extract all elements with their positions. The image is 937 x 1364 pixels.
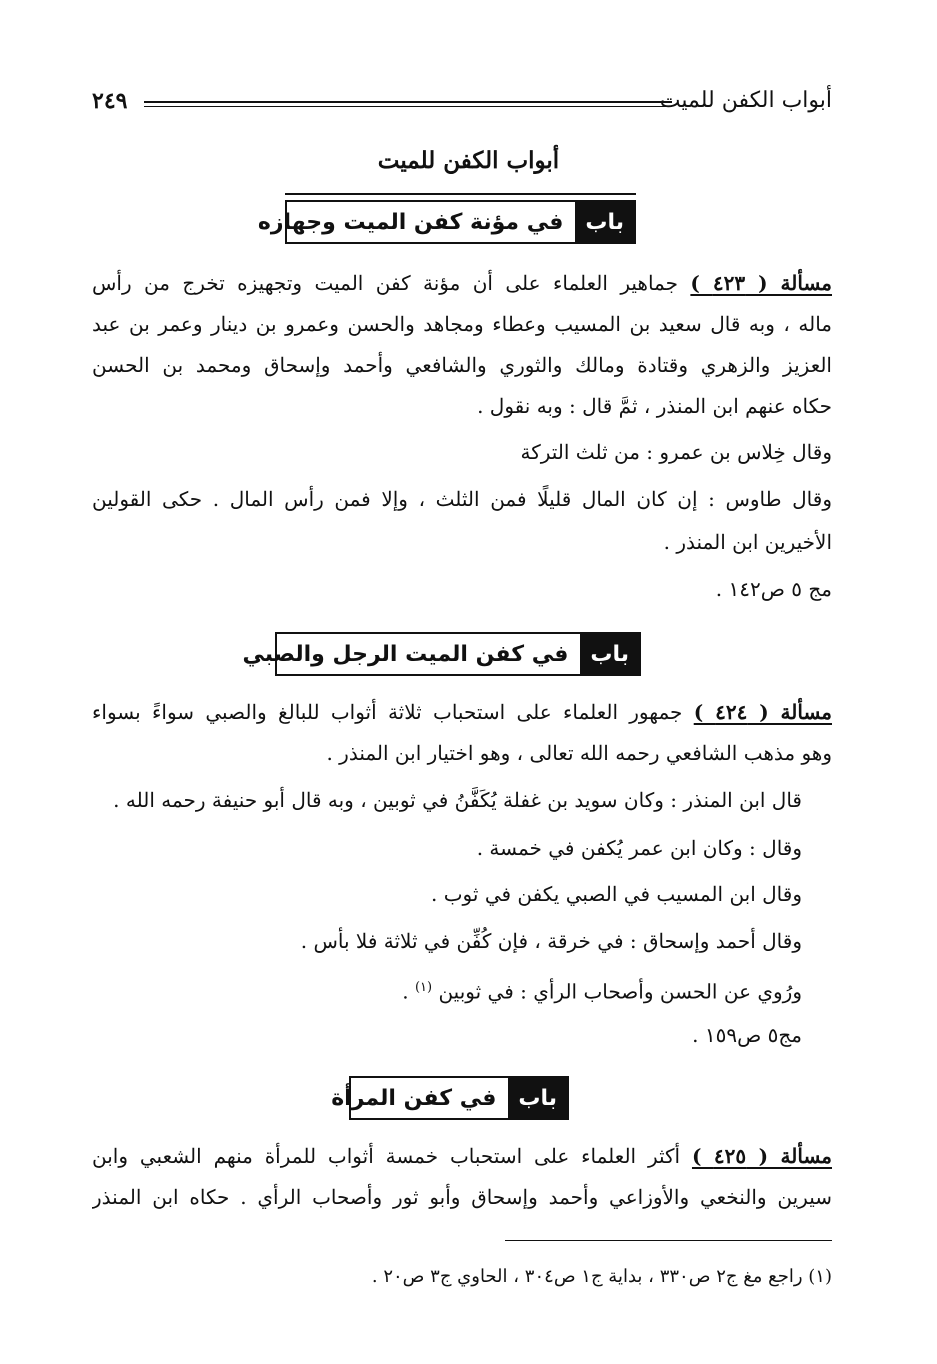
paragraph-line: قال ابن المنذر : وكان سويد بن غفلة يُكَفَّنُ في ثوبين ، وبه قال أبو حنيفة رحمه الله . — [113, 788, 802, 812]
paragraph-line — [92, 697, 832, 727]
paragraph-line — [92, 1141, 832, 1171]
title-rule — [285, 193, 636, 195]
paragraph-line: وقال ابن المسيب في الصبي يكفن في ثوب . — [431, 882, 802, 906]
line-text: ورُوي عن الحسن وأصحاب الرأي : في ثوبين — [438, 979, 802, 1004]
running-header — [92, 86, 832, 120]
paragraph-line: ورُوي عن الحسن وأصحاب الرأي : في ثوبين $^{(١)}$ . — [402, 979, 802, 1004]
running-title: أبواب الكفن للميت — [659, 88, 832, 113]
footnote-marker[interactable]: (١) — [414, 980, 433, 995]
footnote-rule — [505, 1240, 832, 1241]
paragraph-line: ماله ، وبه قال سعيد بن المسيب وعطاء ومجاهد والحسن وعمرو بن دينار وعمر بن عبد — [92, 312, 832, 336]
masala-label: مسألة ( ٤٢٤ ) — [693, 700, 832, 724]
paragraph-line: وقال أحمد وإسحاق : في خرقة ، فإن كُفِّن في ثلاثة فلا بأس . — [300, 929, 802, 953]
bab-label: باب — [575, 202, 634, 242]
line-text: جماهير العلماء على أن مؤنة كفن الميت وتجهيزه تخرج من رأس — [92, 271, 678, 295]
section-heading-text: في مؤنة كفن الميت وجهازه — [257, 209, 564, 235]
line-text: أكثر العلماء على استحباب خمسة أثواب للمرأة منهم الشعبي وابن — [92, 1144, 681, 1168]
masala-label: مسألة ( ٤٢٥ ) — [691, 1144, 832, 1168]
paragraph-line: وقال خِلاس بن عمرو : من ثلث التركة — [520, 440, 832, 464]
section-heading-text: في كفن المرأة — [331, 1085, 497, 1111]
section-heading-2 — [242, 632, 641, 676]
paragraph-line: وهو مذهب الشافعي رحمه الله تعالى ، وهو اختيار ابن المنذر . — [326, 741, 832, 765]
bab-label: باب — [580, 634, 639, 674]
masala-label: مسألة ( ٤٢٣ ) — [690, 271, 832, 295]
header-rule — [144, 101, 672, 103]
paragraph-line — [92, 268, 832, 298]
page-number: ٢٤٩ — [92, 88, 128, 114]
section-heading-text: في كفن الميت الرجل والصبي — [242, 641, 569, 667]
paragraph-line: الأخيرين ابن المنذر . — [663, 530, 832, 554]
section-heading-1 — [257, 200, 636, 244]
paragraph-line: وقال : وكان ابن عمر يُكفن في خمسة . — [476, 836, 802, 860]
main-title: أبواب الكفن للميت — [377, 147, 560, 174]
paragraph-line: حكاه عنهم ابن المنذر ، ثمَّ قال : وبه نقول . — [477, 394, 832, 418]
reference-line: مج ٥ ص١٤٢ . — [715, 577, 832, 601]
line-text: جمهور العلماء على استحباب ثلاثة أثواب للبالغ والصبي سواءً بسواء — [92, 700, 683, 724]
paragraph-line: سيرين والنخعي والأوزاعي وأحمد وإسحاق وأبو ثور وأصحاب الرأي . حكاه ابن المنذر — [92, 1185, 832, 1209]
footnote: (١) راجع مغ ج٢ ص٣٣٠ ، بداية ج١ ص٣٠٤ ، الحاوي ج٣ ص٢٠ . — [371, 1266, 832, 1287]
paragraph-line: العزيز والزهري وقتادة ومالك والثوري والشافعي وأحمد وإسحاق ومحمد بن الحسن — [92, 353, 832, 377]
bab-label: باب — [508, 1078, 567, 1118]
paragraph-line: وقال طاوس : إن كان المال قليلًا فمن الثلث ، وإلا فمن رأس المال . حكى القولين — [92, 487, 832, 511]
section-heading-3 — [331, 1076, 569, 1120]
reference-line: مج٥ ص١٥٩ . — [692, 1023, 802, 1047]
